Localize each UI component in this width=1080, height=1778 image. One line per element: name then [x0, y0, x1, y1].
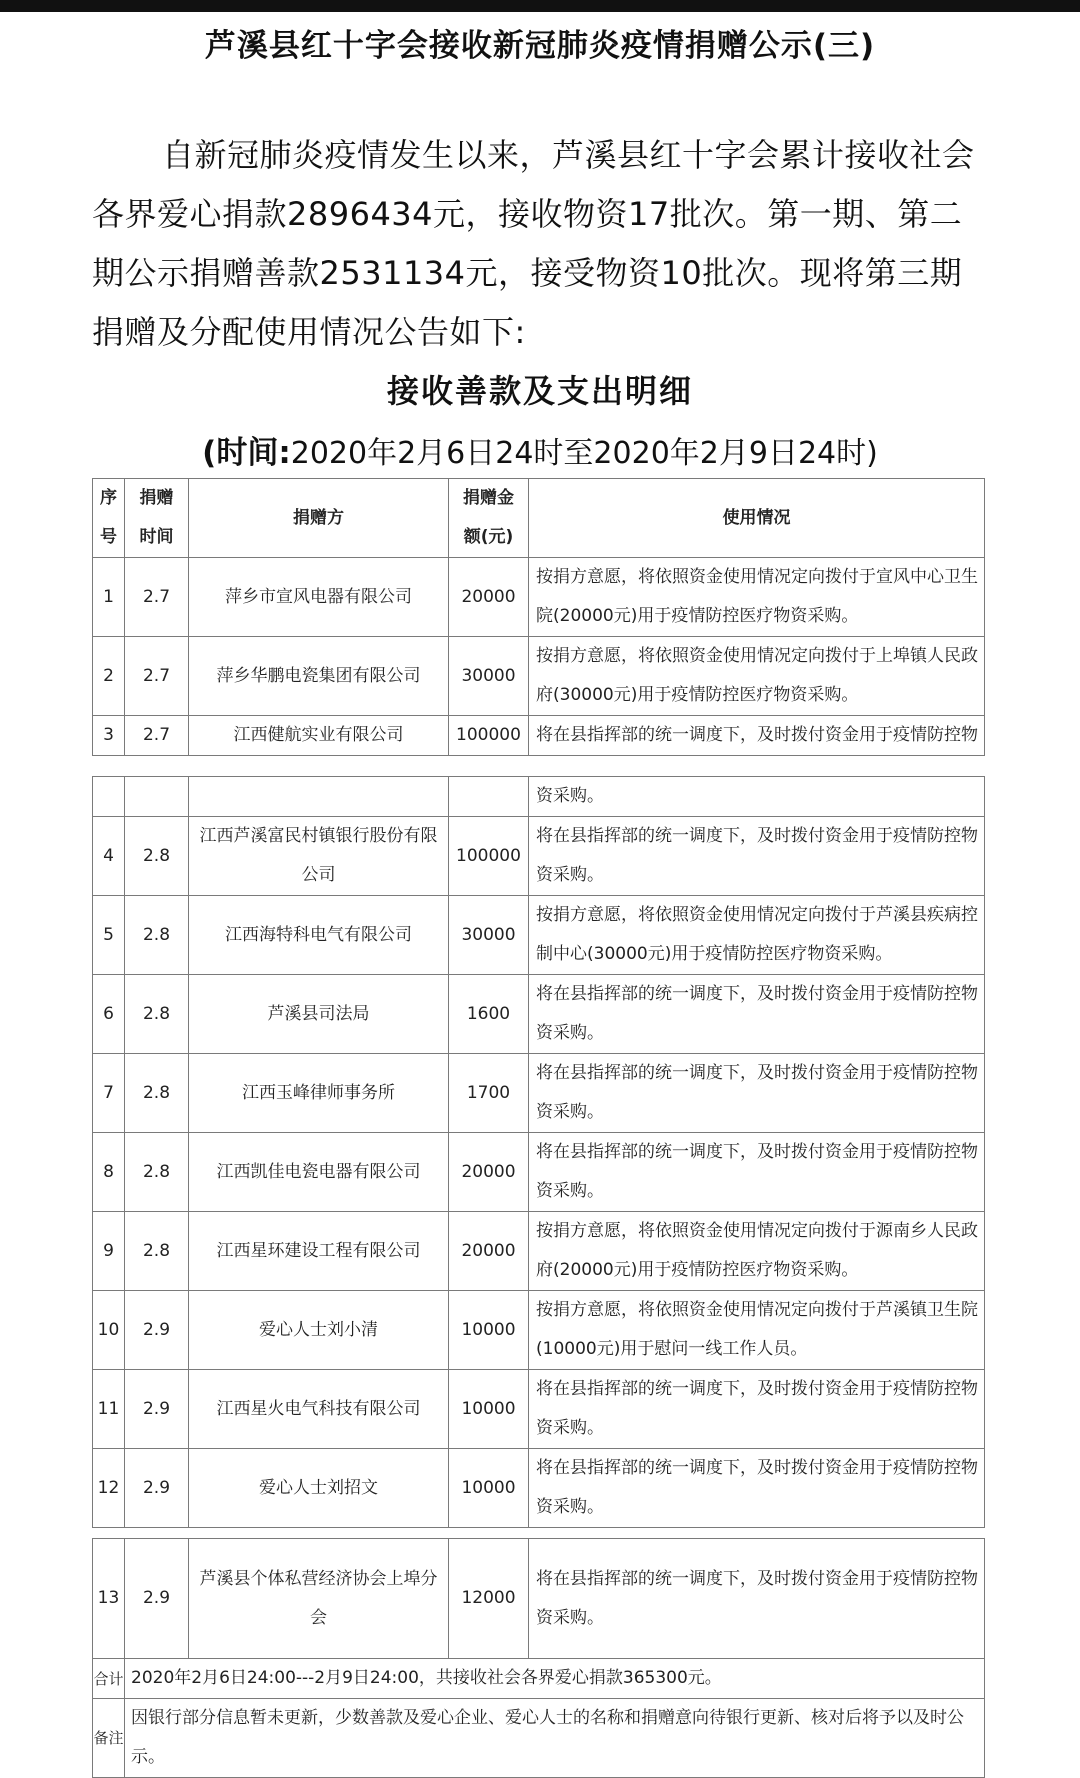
cell-date: 2.9 [125, 1539, 189, 1659]
total-row [93, 1659, 985, 1699]
cell-date: 2.9 [125, 1370, 189, 1449]
table-row [93, 1291, 985, 1370]
cell-usage: 按捐方意愿，将依照资金使用情况定向拨付于芦溪县疾病控制中心(30000元)用于疫情防控医疗物资采购。 [529, 896, 985, 975]
cell-date: 2.7 [125, 716, 189, 756]
cell-donor: 爱心人士刘招文 [189, 1449, 449, 1528]
cell-no: 11 [93, 1370, 125, 1449]
status-bar [0, 0, 1080, 12]
table-row [93, 716, 985, 756]
cell-amount: 10000 [449, 1370, 529, 1449]
header-no: 序 号 [93, 479, 125, 558]
cell-amount: 20000 [449, 1212, 529, 1291]
table-row [93, 1054, 985, 1133]
cell-donor: 江西星火电气科技有限公司 [189, 1370, 449, 1449]
cell-donor: 江西海特科电气有限公司 [189, 896, 449, 975]
cell-amount: 12000 [449, 1539, 529, 1659]
cell-no: 1 [93, 558, 125, 637]
cell-date: 2.7 [125, 637, 189, 716]
table-header-row [93, 479, 985, 558]
time-range-value: 2020年2月6日24时至2020年2月9日24时) [290, 436, 878, 471]
cell-usage: 按捐方意愿，将依照资金使用情况定向拨付于芦溪镇卫生院(10000元)用于慰问一线工作人员。 [529, 1291, 985, 1370]
cell-usage: 将在县指挥部的统一调度下，及时拨付资金用于疫情防控物资采购。 [529, 817, 985, 896]
cell-no: 9 [93, 1212, 125, 1291]
cell-no: 7 [93, 1054, 125, 1133]
cell-no: 3 [93, 716, 125, 756]
cell-no: 2 [93, 637, 125, 716]
cell-amount: 100000 [449, 716, 529, 756]
cell-no: 4 [93, 817, 125, 896]
remark-text: 因银行部分信息暂未更新，少数善款及爱心企业、爱心人士的名称和捐赠意向待银行更新、核对后将予以及时公示。 [125, 1699, 985, 1778]
cell-donor: 江西健航实业有限公司 [189, 716, 449, 756]
table-row-continuation [93, 777, 985, 817]
donation-table-part-1 [92, 478, 985, 756]
cell-no: 10 [93, 1291, 125, 1370]
cell-amount: 30000 [449, 637, 529, 716]
cell-amount: 20000 [449, 1133, 529, 1212]
table-row [93, 558, 985, 637]
header-date: 捐赠 时间 [125, 479, 189, 558]
cell-donor: 江西星环建设工程有限公司 [189, 1212, 449, 1291]
cell-donor: 江西凯佳电瓷电器有限公司 [189, 1133, 449, 1212]
cell-date: 2.8 [125, 817, 189, 896]
cell-date: 2.7 [125, 558, 189, 637]
header-donor: 捐赠方 [189, 479, 449, 558]
cell-usage: 按捐方意愿，将依照资金使用情况定向拨付于源南乡人民政府(20000元)用于疫情防控医疗物资采购。 [529, 1212, 985, 1291]
cell-no: 5 [93, 896, 125, 975]
time-label: (时间: [202, 435, 291, 471]
cell-amount: 100000 [449, 817, 529, 896]
cell-date: 2.9 [125, 1449, 189, 1528]
header-usage: 使用情况 [529, 479, 985, 558]
donation-table-part-2 [92, 776, 985, 1528]
cell-amount: 10000 [449, 1449, 529, 1528]
cell-amount: 1700 [449, 1054, 529, 1133]
cell-usage: 将在县指挥部的统一调度下，及时拨付资金用于疫情防控物 [529, 716, 985, 756]
cell-donor: 江西玉峰律师事务所 [189, 1054, 449, 1133]
cell-no: 6 [93, 975, 125, 1054]
cell-date: 2.9 [125, 1291, 189, 1370]
cell-donor: 萍乡市宣风电器有限公司 [189, 558, 449, 637]
table-row [93, 1133, 985, 1212]
cell-usage: 将在县指挥部的统一调度下，及时拨付资金用于疫情防控物资采购。 [529, 1370, 985, 1449]
table-row [93, 1212, 985, 1291]
cell-date: 2.8 [125, 975, 189, 1054]
cell-donor: 萍乡华鹏电瓷集团有限公司 [189, 637, 449, 716]
cell-usage: 将在县指挥部的统一调度下，及时拨付资金用于疫情防控物资采购。 [529, 1054, 985, 1133]
cell-usage: 按捐方意愿，将依照资金使用情况定向拨付于上埠镇人民政府(30000元)用于疫情防控医疗物资采购。 [529, 637, 985, 716]
remark-label: 备注 [93, 1699, 125, 1778]
intro-paragraph: 自新冠肺炎疫情发生以来，芦溪县红十字会累计接收社会各界爱心捐款2896434元，接收物资17批次。第一期、第二期公示捐赠善款2531134元，接受物资10批次。现将第三期捐赠及分配使用情况公告如下: [92, 136, 975, 351]
cell-usage: 按捐方意愿，将依照资金使用情况定向拨付于宣风中心卫生院(20000元)用于疫情防控医疗物资采购。 [529, 558, 985, 637]
cell-usage: 将在县指挥部的统一调度下，及时拨付资金用于疫情防控物资采购。 [529, 1539, 985, 1659]
header-amount: 捐赠金 额(元) [449, 479, 529, 558]
cell-date: 2.8 [125, 1133, 189, 1212]
table-row [93, 817, 985, 896]
total-label: 合计 [93, 1659, 125, 1699]
cell-amount: 10000 [449, 1291, 529, 1370]
cell-amount: 20000 [449, 558, 529, 637]
table-row [93, 975, 985, 1054]
cell-date: 2.8 [125, 1212, 189, 1291]
cell-usage: 资采购。 [529, 777, 985, 817]
cell-usage: 将在县指挥部的统一调度下，及时拨付资金用于疫情防控物资采购。 [529, 1133, 985, 1212]
cell-amount: 1600 [449, 975, 529, 1054]
cell-date: 2.8 [125, 896, 189, 975]
cell-date: 2.8 [125, 1054, 189, 1133]
cell-usage: 将在县指挥部的统一调度下，及时拨付资金用于疫情防控物资采购。 [529, 975, 985, 1054]
table-row [93, 1539, 985, 1659]
table-row [93, 637, 985, 716]
remark-row [93, 1699, 985, 1778]
cell-no: 12 [93, 1449, 125, 1528]
table-row [93, 1449, 985, 1528]
cell-donor: 爱心人士刘小清 [189, 1291, 449, 1370]
donation-table-part-3 [92, 1538, 985, 1778]
section-subtitle: 接收善款及支出明细 [386, 372, 693, 410]
cell-amount: 30000 [449, 896, 529, 975]
cell-donor: 江西芦溪富民村镇银行股份有限公司 [189, 817, 449, 896]
total-text: 2020年2月6日24:00---2月9日24:00，共接收社会各界爱心捐款365300元。 [125, 1659, 985, 1699]
table-row [93, 1370, 985, 1449]
cell-no: 8 [93, 1133, 125, 1212]
cell-donor: 芦溪县司法局 [189, 975, 449, 1054]
time-range [0, 427, 1080, 472]
cell-usage: 将在县指挥部的统一调度下，及时拨付资金用于疫情防控物资采购。 [529, 1449, 985, 1528]
cell-donor: 芦溪县个体私营经济协会上埠分会 [189, 1539, 449, 1659]
page-title: 芦溪县红十字会接收新冠肺炎疫情捐赠公示(三) [204, 28, 876, 64]
table-row [93, 896, 985, 975]
cell-no: 13 [93, 1539, 125, 1659]
